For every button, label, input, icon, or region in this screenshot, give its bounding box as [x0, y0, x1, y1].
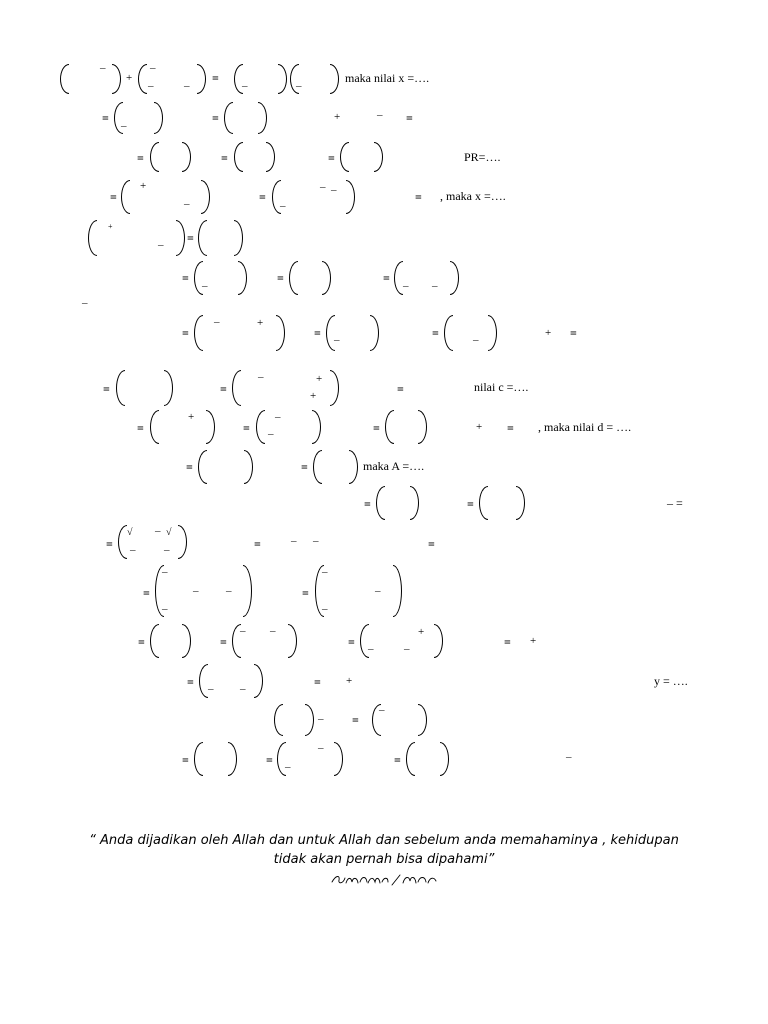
equals-sign: =	[212, 111, 219, 125]
left-paren	[406, 742, 415, 776]
equals-sign: =	[143, 586, 150, 600]
left-paren	[60, 64, 69, 94]
right-paren	[228, 742, 237, 776]
left-paren	[194, 742, 203, 776]
plus-sign: +	[545, 327, 552, 339]
minus-sign: –	[291, 535, 297, 547]
equals-sign: =	[137, 421, 144, 435]
minus-sign: –	[100, 62, 106, 74]
right-paren	[488, 315, 497, 351]
right-paren	[349, 450, 358, 484]
problem-2-question: PR=….	[464, 150, 501, 164]
right-paren	[238, 261, 247, 295]
left-paren	[198, 450, 207, 484]
minus-sign: –	[566, 751, 572, 763]
left-paren	[340, 142, 349, 172]
equals-sign: =	[328, 151, 335, 165]
equals-sign: =	[221, 151, 228, 165]
right-paren	[112, 64, 121, 94]
right-paren	[322, 261, 331, 295]
minus-sign: –	[334, 334, 340, 346]
equals-sign: =	[373, 421, 380, 435]
minus-sign: –	[130, 544, 136, 556]
minus-sign: –	[226, 585, 232, 597]
minus-sign: –	[148, 80, 154, 92]
right-paren	[288, 624, 297, 658]
right-paren	[330, 370, 339, 406]
plus-sign: +	[334, 111, 341, 123]
minus-sign: –	[258, 371, 264, 383]
equals-sign: =	[182, 753, 189, 767]
minus-sign: –	[242, 80, 248, 92]
minus-sign: –	[368, 643, 374, 655]
right-paren	[516, 486, 525, 520]
equals-sign: =	[467, 497, 474, 511]
minus-sign: –	[379, 704, 385, 716]
minus-sign: –	[331, 184, 337, 196]
equals-sign: =	[415, 190, 422, 204]
equals-sign: =	[254, 537, 261, 551]
equals-sign: =	[428, 537, 435, 551]
left-paren	[194, 315, 203, 351]
left-paren	[385, 410, 394, 444]
left-paren	[224, 102, 233, 134]
minus-equals: – =	[667, 496, 683, 510]
minus-sign: –	[320, 181, 326, 193]
left-paren	[394, 261, 403, 295]
plus-sign: +	[418, 626, 425, 638]
minus-sign: –	[268, 428, 274, 440]
right-paren	[312, 410, 321, 444]
right-paren	[244, 450, 253, 484]
plus-sign: +	[476, 421, 483, 433]
minus-sign: –	[296, 80, 302, 92]
minus-sign: –	[162, 603, 168, 615]
minus-sign: –	[121, 120, 127, 132]
signature-image	[330, 873, 440, 887]
minus-sign: –	[164, 544, 170, 556]
minus-sign: –	[404, 643, 410, 655]
right-paren	[278, 64, 287, 94]
minus-sign: –	[193, 585, 199, 597]
right-paren	[393, 565, 402, 617]
minus-sign: –	[322, 566, 328, 578]
right-paren	[258, 102, 267, 134]
left-paren	[234, 142, 243, 172]
equals-sign: =	[364, 497, 371, 511]
left-paren	[138, 64, 147, 94]
equals-sign: =	[102, 111, 109, 125]
equals-sign: =	[103, 382, 110, 396]
minus-sign: –	[184, 198, 190, 210]
minus-sign: –	[313, 535, 319, 547]
equals-sign: =	[137, 151, 144, 165]
plus-sign: +	[140, 180, 147, 192]
minus-sign: –	[184, 80, 190, 92]
plus-sign: +	[316, 373, 323, 385]
equals-sign: =	[301, 460, 308, 474]
left-paren	[150, 410, 159, 444]
right-paren	[197, 64, 206, 94]
equals-sign: =	[212, 71, 219, 85]
left-paren	[118, 525, 127, 559]
left-paren	[444, 315, 453, 351]
minus-sign: –	[377, 109, 383, 121]
minus-sign: –	[275, 411, 281, 423]
left-paren	[198, 220, 207, 256]
right-paren	[370, 315, 379, 351]
right-paren	[176, 220, 185, 256]
right-paren	[154, 102, 163, 134]
right-paren	[266, 142, 275, 172]
problem-1-question: maka nilai x =….	[345, 71, 430, 85]
plus-sign: +	[530, 635, 537, 647]
sqrt-sign: √	[127, 527, 133, 538]
equals-sign: =	[220, 382, 227, 396]
left-paren	[116, 370, 125, 406]
left-paren	[150, 142, 159, 172]
plus-sign: +	[257, 317, 264, 329]
equals-sign: =	[182, 271, 189, 285]
left-paren	[256, 410, 265, 444]
equals-sign: =	[259, 190, 266, 204]
minus-sign: –	[322, 603, 328, 615]
quote-line-1: “ Anda dijadikan oleh Allah dan untuk Allah dan sebelum anda memahaminya , kehidupan	[89, 833, 679, 848]
equals-sign: =	[397, 382, 404, 396]
minus-sign: –	[403, 280, 409, 292]
equals-sign: =	[187, 231, 194, 245]
minus-sign: –	[158, 239, 164, 251]
equals-sign: =	[243, 421, 250, 435]
left-paren	[289, 261, 298, 295]
equals-sign: =	[570, 326, 577, 340]
right-paren	[434, 624, 443, 658]
right-paren	[374, 142, 383, 172]
minus-sign: –	[240, 683, 246, 695]
left-paren	[274, 704, 283, 736]
right-paren	[418, 704, 427, 736]
right-paren	[450, 261, 459, 295]
left-paren	[376, 486, 385, 520]
minus-sign: –	[162, 566, 168, 578]
right-paren	[164, 370, 173, 406]
right-paren	[346, 180, 355, 214]
right-paren	[182, 142, 191, 172]
minus-sign: –	[375, 585, 381, 597]
equals-sign: =	[266, 753, 273, 767]
plus-sign: +	[346, 675, 353, 687]
right-paren	[334, 742, 343, 776]
right-paren	[206, 410, 215, 444]
quote-line-2: tidak akan pernah bisa dipahami”	[273, 852, 495, 867]
equals-sign: =	[186, 460, 193, 474]
left-paren	[232, 370, 241, 406]
minus-sign: –	[214, 316, 220, 328]
right-paren	[305, 704, 314, 736]
equals-sign: =	[504, 635, 511, 649]
minus-sign: –	[82, 297, 88, 309]
left-paren	[479, 486, 488, 520]
problem-6-question: maka A =….	[363, 459, 425, 473]
equals-sign: =	[394, 753, 401, 767]
equals-sign: =	[314, 675, 321, 689]
equals-sign: =	[406, 111, 413, 125]
equals-sign: =	[352, 713, 359, 727]
equals-sign: =	[432, 326, 439, 340]
minus-sign: –	[318, 713, 324, 725]
right-paren	[182, 624, 191, 658]
minus-sign: –	[270, 625, 276, 637]
minus-sign: –	[208, 683, 214, 695]
right-paren	[410, 486, 419, 520]
sqrt-sign: √	[166, 527, 172, 538]
right-paren	[330, 64, 339, 94]
problem-4-question: nilai c =….	[474, 380, 529, 394]
left-paren	[121, 180, 130, 214]
plus-sign: +	[188, 411, 195, 423]
minus-sign: –	[285, 761, 291, 773]
equals-sign: =	[187, 675, 194, 689]
left-paren	[88, 220, 97, 256]
right-paren	[254, 664, 263, 698]
minus-sign: –	[280, 200, 286, 212]
minus-sign: –	[473, 334, 479, 346]
minus-sign: –	[155, 525, 161, 537]
equals-sign: =	[106, 537, 113, 551]
left-paren	[199, 664, 208, 698]
right-paren	[276, 315, 285, 351]
right-paren	[418, 410, 427, 444]
right-paren	[243, 565, 252, 617]
minus-sign: –	[432, 280, 438, 292]
plus-sign: +	[108, 222, 113, 231]
left-paren	[313, 450, 322, 484]
equals-sign: =	[138, 635, 145, 649]
problem-7-question: y = ….	[654, 674, 688, 688]
equals-sign: =	[507, 421, 514, 435]
plus-sign: +	[126, 72, 133, 84]
right-paren	[178, 525, 187, 559]
equals-sign: =	[277, 271, 284, 285]
problem-3-question: , maka x =….	[440, 189, 506, 203]
equals-sign: =	[110, 190, 117, 204]
left-paren	[150, 624, 159, 658]
plus-sign: +	[310, 390, 317, 402]
equals-sign: =	[302, 586, 309, 600]
problem-5-question: , maka nilai d = ….	[538, 420, 632, 434]
minus-sign: –	[318, 742, 324, 754]
equals-sign: =	[348, 635, 355, 649]
right-paren	[234, 220, 243, 256]
minus-sign: –	[150, 62, 156, 74]
right-paren	[440, 742, 449, 776]
equals-sign: =	[220, 635, 227, 649]
right-paren	[201, 180, 210, 214]
equals-sign: =	[182, 326, 189, 340]
equals-sign: =	[383, 271, 390, 285]
equals-sign: =	[314, 326, 321, 340]
minus-sign: –	[240, 625, 246, 637]
minus-sign: –	[202, 280, 208, 292]
